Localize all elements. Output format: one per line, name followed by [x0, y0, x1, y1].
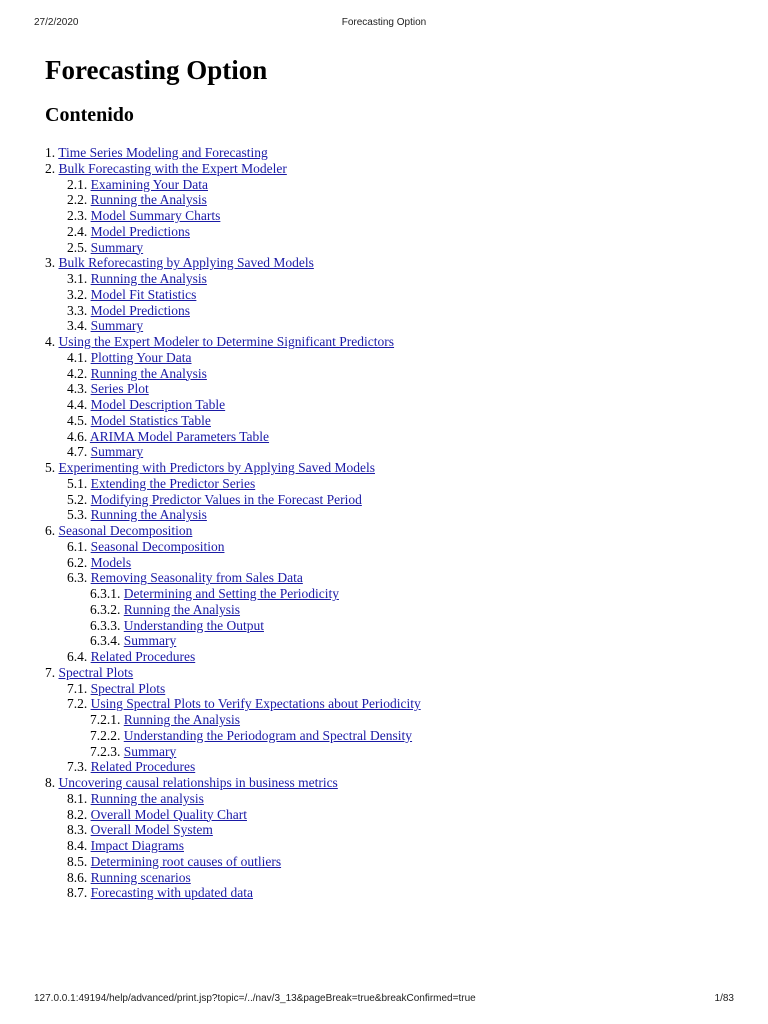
toc-item [45, 696, 745, 712]
toc-item [45, 271, 745, 287]
toc-item [45, 318, 745, 334]
toc-item-number: 7. [45, 664, 56, 680]
toc-item-number: 6.3. [67, 570, 88, 586]
toc-item-number: 3.1. [67, 271, 88, 286]
toc-item [45, 870, 745, 886]
toc-item-link[interactable]: Running the analysis [90, 790, 204, 806]
toc-item-number: 7.2. [67, 696, 88, 712]
toc-item-link[interactable]: Seasonal Decomposition [58, 523, 193, 538]
toc-item [45, 759, 745, 775]
toc-item-number: 5. [45, 460, 56, 475]
toc-item-number: 4.4. [67, 397, 88, 412]
toc-item-number: 2. [45, 160, 56, 176]
toc-item-number: 8. [45, 775, 56, 790]
toc-item-number: 6.3.4. [90, 633, 121, 649]
toc-item [45, 303, 745, 319]
toc-item-link[interactable]: Spectral Plots [58, 664, 134, 680]
toc-item-number: 8.3. [67, 822, 88, 838]
toc-item-link[interactable]: Model Fit Statistics [90, 286, 197, 302]
toc-item [45, 854, 745, 870]
toc-item-number: 8.6. [67, 869, 88, 885]
toc-item [45, 161, 745, 177]
toc-item [45, 381, 745, 397]
toc-item [45, 665, 745, 681]
toc-item-link[interactable]: Using the Expert Modeler to Determine Significant Predictors [58, 334, 395, 349]
toc-item-link[interactable]: Understanding the Output [123, 617, 264, 633]
toc-item-link[interactable]: Seasonal Decomposition [90, 538, 225, 554]
toc-item-link[interactable]: Model Predictions [90, 302, 190, 318]
toc-item [45, 633, 745, 649]
toc-item-number: 3.4. [67, 318, 88, 334]
toc-item-link[interactable]: Running scenarios [90, 869, 191, 885]
toc-item-number: 6.4. [67, 649, 88, 664]
toc-item-link[interactable]: Summary [90, 318, 144, 334]
toc-item-link[interactable]: Running the Analysis [90, 271, 207, 286]
toc-item-number: 3. [45, 255, 56, 271]
toc-item-link[interactable]: Uncovering causal relationships in business metrics [58, 775, 338, 790]
toc-item-link[interactable]: Model Description Table [90, 397, 226, 412]
toc-item-number: 4.2. [67, 365, 88, 381]
toc-item-link[interactable]: ARIMA Model Parameters Table [89, 428, 270, 444]
toc-item-link[interactable]: Modifying Predictor Values in the Forecast Period [90, 491, 362, 507]
toc-item-link[interactable]: Plotting Your Data [90, 349, 192, 365]
toc-item-link[interactable]: Running the Analysis [90, 365, 207, 381]
toc-item [45, 413, 745, 429]
toc-item-link[interactable]: Examining Your Data [90, 176, 208, 192]
toc-item-link[interactable]: Extending the Predictor Series [90, 475, 256, 491]
toc-item [45, 728, 745, 744]
toc-item [45, 555, 745, 571]
toc-item [45, 208, 745, 224]
page-title: Forecasting Option [45, 55, 268, 85]
print-url: 127.0.0.1:49194/help/advanced/print.jsp?topic=/../nav/3_13&pageBreak=true&breakConfirmed=true [34, 993, 476, 1004]
toc-item-link[interactable]: Models [90, 554, 132, 570]
toc-item-number: 5.1. [67, 475, 88, 491]
toc-item [45, 523, 745, 539]
toc-item-link[interactable]: Spectral Plots [90, 680, 166, 696]
toc-item [45, 224, 745, 240]
toc-item-number: 6.3.1. [90, 586, 121, 601]
toc-item-number: 7.2.3. [90, 743, 121, 759]
toc-item [45, 712, 745, 728]
toc-item-link[interactable]: Impact Diagrams [90, 838, 184, 853]
toc-item-number: 2.1. [67, 176, 88, 192]
toc-item [45, 460, 745, 476]
toc-item [45, 838, 745, 854]
toc-item [45, 586, 745, 602]
toc-item-number: 8.2. [67, 806, 88, 822]
toc-item [45, 822, 745, 838]
print-header [0, 17, 768, 31]
toc-item [45, 334, 745, 350]
toc-item-number: 6.3.3. [90, 617, 121, 633]
toc-item [45, 744, 745, 760]
toc-item [45, 145, 745, 161]
toc-item-number: 7.2.1. [90, 712, 121, 727]
toc-item [45, 507, 745, 523]
toc-item-link[interactable]: Running the Analysis [90, 507, 207, 523]
toc-item-link[interactable]: Model Statistics Table [90, 412, 211, 428]
toc-item-link[interactable]: Model Predictions [90, 223, 190, 239]
toc-item-number: 8.5. [67, 853, 88, 869]
toc-item-number: 6.3.2. [90, 601, 121, 617]
toc-item-number: 2.2. [67, 192, 88, 208]
toc-item [45, 539, 745, 555]
toc-item [45, 287, 745, 303]
toc-item-link[interactable]: Experimenting with Predictors by Applying Saved Models [58, 460, 375, 475]
toc-item [45, 255, 745, 271]
toc-item-link[interactable]: Related Procedures [90, 759, 196, 775]
toc-item-link[interactable]: Using Spectral Plots to Verify Expectations about Periodicity [90, 696, 421, 712]
toc-item [45, 192, 745, 208]
toc-item-link[interactable]: Summary [123, 633, 177, 649]
toc-item [45, 681, 745, 697]
toc-item-link[interactable]: Forecasting with updated data [90, 885, 253, 901]
toc-item-number: 4.3. [67, 381, 88, 397]
toc-item-number: 5.2. [67, 491, 88, 507]
toc-item-number: 4.1. [67, 349, 88, 365]
toc-item-number: 3.3. [67, 302, 88, 318]
toc-item-link[interactable]: Removing Seasonality from Sales Data [90, 570, 303, 586]
toc-item-number: 7.2.2. [90, 727, 121, 743]
toc-item [45, 602, 745, 618]
toc-item-link[interactable]: Understanding the Periodogram and Spectral Density [123, 727, 413, 743]
toc-item [45, 649, 745, 665]
toc-item [45, 177, 745, 193]
toc-item-number: 8.4. [67, 838, 88, 853]
toc-item [45, 240, 745, 256]
toc-item [45, 807, 745, 823]
toc-item [45, 366, 745, 382]
toc-item [45, 397, 745, 413]
toc-item [45, 350, 745, 366]
toc-item-link[interactable]: Series Plot [90, 381, 149, 397]
toc-item-number: 1. [45, 145, 56, 160]
toc-item-number: 5.3. [67, 507, 88, 523]
toc-item-number: 6.2. [67, 554, 88, 570]
toc-item-number: 4.6. [67, 428, 88, 444]
print-date: 27/2/2020 [34, 17, 79, 28]
toc-item-number: 4.7. [67, 444, 88, 460]
toc-item-link[interactable]: Overall Model System [90, 822, 213, 838]
toc-item-link[interactable]: Bulk Forecasting with the Expert Modeler [58, 160, 287, 176]
toc-item [45, 570, 745, 586]
print-title: Forecasting Option [341, 17, 427, 28]
toc-item-link[interactable]: Summary [123, 743, 177, 759]
toc-item [45, 429, 745, 445]
toc-item-link[interactable]: Running the Analysis [123, 601, 241, 617]
toc-item-link[interactable]: Running the Analysis [90, 192, 207, 208]
toc-item-number: 2.4. [67, 223, 88, 239]
toc-item-number: 8.7. [67, 885, 88, 901]
toc-item-number: 8.1. [67, 790, 88, 806]
toc-item-number: 6. [45, 523, 56, 538]
toc-item-link[interactable]: Determining and Setting the Periodicity [123, 586, 339, 601]
toc-item [45, 444, 745, 460]
print-footer [0, 993, 768, 1007]
toc-item-link[interactable]: Determining root causes of outliers [90, 853, 282, 869]
toc-item-number: 4. [45, 334, 56, 349]
toc-item-link[interactable]: Time Series Modeling and Forecasting [58, 145, 268, 160]
toc-item-number: 3.2. [67, 286, 88, 302]
toc-item [45, 492, 745, 508]
toc-item [45, 775, 745, 791]
toc-item-link[interactable]: Bulk Reforecasting by Applying Saved Models [58, 255, 314, 271]
toc-item-number: 7.3. [67, 759, 88, 775]
page-number: 1/83 [714, 993, 734, 1004]
toc-item-link[interactable]: Summary [90, 444, 144, 460]
toc-item [45, 791, 745, 807]
toc-item [45, 476, 745, 492]
toc-item-link[interactable]: Overall Model Quality Chart [90, 806, 247, 822]
toc-item-number: 6.1. [67, 538, 88, 554]
table-of-contents [45, 145, 745, 901]
toc-heading: Contenido [45, 104, 134, 126]
toc-item-link[interactable]: Summary [90, 239, 144, 255]
toc-item [45, 885, 745, 901]
toc-item-number: 2.5. [67, 239, 88, 255]
toc-item-number: 7.1. [67, 680, 88, 696]
toc-item-number: 2.3. [67, 208, 88, 223]
toc-item-number: 4.5. [67, 412, 88, 428]
toc-item-link[interactable]: Running the Analysis [123, 712, 241, 727]
toc-item [45, 618, 745, 634]
toc-item-link[interactable]: Model Summary Charts [90, 208, 221, 223]
toc-item-link[interactable]: Related Procedures [90, 649, 196, 664]
